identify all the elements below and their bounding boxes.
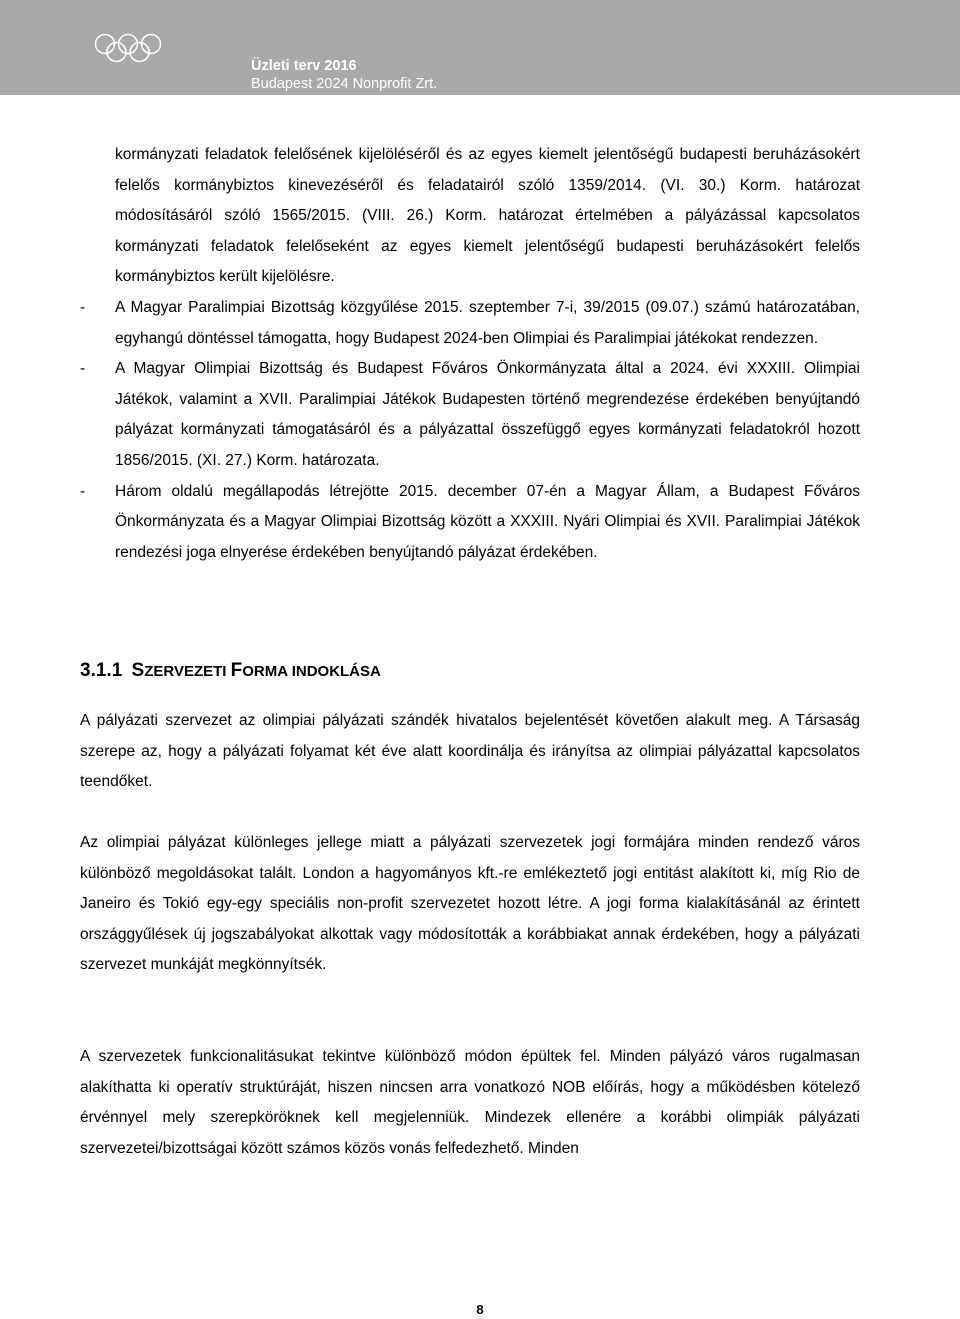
section-title-part: ZERVEZETI xyxy=(144,663,231,680)
body-paragraph: Az olimpiai pályázat különleges jellege miatt a pályázati szervezetek jogi formájára minden rendező város különböző megoldásokat talált. London a hagyományos kft.-re emlékeztető jogi entitást alakított ki, míg Rio de Janeiro és Tokió egy-egy speciális non-profit szervezetet hozott létre. A jogi forma kialakításánál az érintett országgyűlések új jogszabályokat alkottak vagy módosították a korábbiakat annak érdekében, hogy a pályázati szervezet munkáját megkönnyítsék. xyxy=(80,834,860,974)
list-item xyxy=(80,477,860,569)
list-item-text: Három oldalú megállapodás létrejötte 2015. december 07-én a Magyar Állam, a Budapest Főváros Önkormányzata és a Magyar Olimpiai Bizottság között a XXXIII. Nyári Olimpiai és XVII. Paralimpiai Játékok rendezési joga elnyerése érdekében benyújtandó pályázat érdekében. xyxy=(115,482,860,561)
header-title: Üzleti terv 2016 xyxy=(251,58,357,74)
intro-paragraph: kormányzati feladatok felelősének kijelöléséről és az egyes kiemelt jelentőségű budapesti beruházásokért felelős kormánybiztos kinevezéséről és feladatairól szóló 1359/2014. (VI. 30.) Korm. határozat módosításáról szóló 1565/2015. (VIII. 26.) Korm. határozat értelmében a pályázással kapcsolatos kormányzati feladatok felelőseként az egyes kiemelt jelentőségű budapesti beruházásokért felelős kormánybiztos került kijelölésre. xyxy=(115,146,860,286)
header-subtitle: Budapest 2024 Nonprofit Zrt. xyxy=(251,76,438,92)
page-number: 8 xyxy=(476,1302,484,1317)
olympic-rings-icon xyxy=(94,33,164,63)
list-dash: - xyxy=(80,482,86,500)
document-body xyxy=(80,140,860,1157)
section-number: 3.1.1 xyxy=(80,660,123,681)
body-paragraph: A szervezetek funkcionalitásukat tekintve különböző módon épültek fel. Minden pályázó város rugalmasan alakíthatta ki operatív struktúráját, hiszen nincsen arra vonatkozó NOB előírás, hogy a működésben kötelező érvénnyel mely szerepköröknek kell megjelenniük. Mindezek ellenére a korábbi olimpiák pályázati szervezetei/bizottságai között számos közös vonás felfedezhető. Minden xyxy=(80,1048,860,1157)
list-dash: - xyxy=(80,298,86,316)
list-item-text: A Magyar Olimpiai Bizottság és Budapest Főváros Önkormányzata által a 2024. évi XXXIII. Olimpiai Játékok, valamint a XVII. Paralimpiai Játékok Budapesten történő megrendezése érdekében benyújtandó pályázat kormányzati támogatásáról és a pályázattal összefüggő egyes kormányzati feladatokról hozott 1856/2015. (XI. 27.) Korm. határozata. xyxy=(115,360,860,469)
list-item-text: A Magyar Paralimpiai Bizottság közgyűlése 2015. szeptember 7-i, 39/2015 (09.07.) számú határozatában, egyhangú döntéssel támogatta, hogy Budapest 2024-ben Olimpiai és Paralimpiai játékokat rendezzen. xyxy=(115,298,860,347)
page-header xyxy=(0,0,960,95)
list-item xyxy=(80,293,860,354)
section-title-initial: S xyxy=(131,660,145,681)
list-dash: - xyxy=(80,360,86,378)
section-heading xyxy=(80,656,381,687)
body-paragraph: A pályázati szervezet az olimpiai pályázati szándék hivatalos bejelentését követően alakult meg. A Társaság szerepe az, hogy a pályázati folyamat két éve alatt koordinálja és irányítsa az olimpiai pályázattal kapcsolatos teendőket. xyxy=(80,712,860,791)
list-item xyxy=(80,354,860,476)
section-title-initial: F xyxy=(230,660,243,681)
section-title-part: ORMA INDOKLÁSA xyxy=(242,663,381,680)
